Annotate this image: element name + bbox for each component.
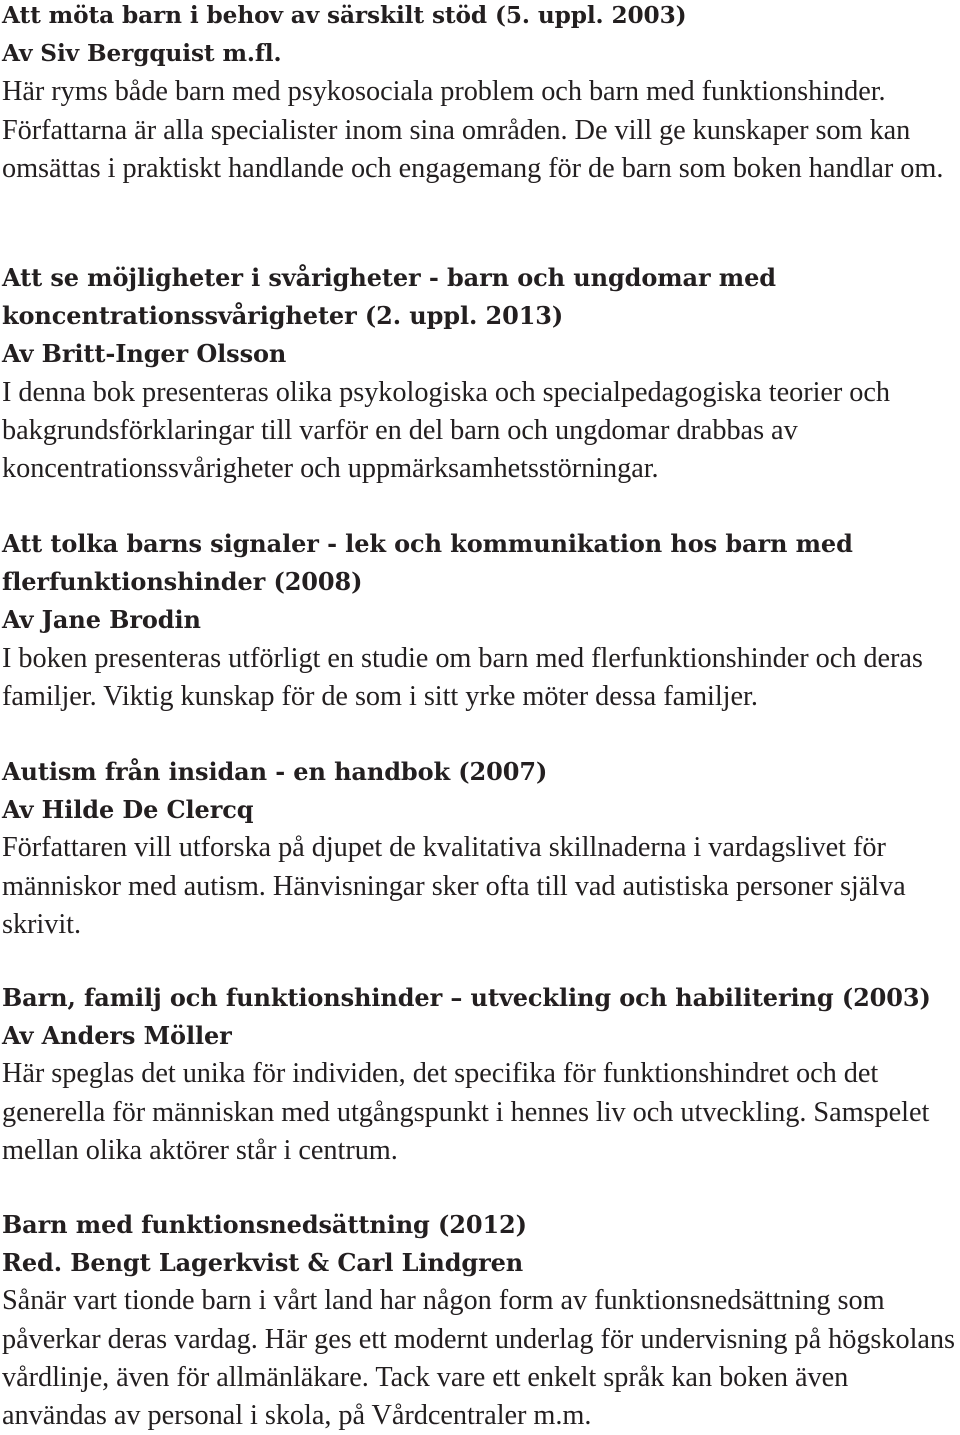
book-author: Av Hilde De Clercq <box>2 795 254 825</box>
book-entry <box>2 753 960 944</box>
book-title: Barn med funktionsnedsättning (2012) <box>2 1210 527 1239</box>
book-entry <box>2 525 960 716</box>
book-entry <box>2 979 960 1170</box>
book-author: Av Jane Brodin <box>2 605 201 635</box>
book-description: I denna bok presenteras olika psykologiska och specialpedagogiska teorier och bakgrundsförklaringar till varför en del barn och ungdomar drabbas av koncentrationssvårigheter och uppmärksamhetsstörningar. <box>2 376 891 485</box>
book-description: Här speglas det unika för individen, det specifika för funktionshindret och det generella för människan med utgångspunkt i hennes liv och utveckling. Samspelet mellan olika aktörer står i centrum. <box>2 1058 930 1166</box>
book-author: Av Britt-Inger Olsson <box>2 339 287 369</box>
book-author: Av Siv Bergquist m.fl. <box>2 40 282 68</box>
book-description: Sånär vart tionde barn i vårt land har någon form av funktionsnedsättning som påverkar deras vardag. Här ges ett modernt underlag för undervisning på högskolans vårdlinje, även för allmänläkare. Tack vare ett enkelt språk kan boken även användas av personal i skola, på Vårdcentraler m.m. <box>2 1285 955 1432</box>
book-entry <box>2 259 960 488</box>
book-description: Här ryms både barn med psykosociala problem och barn med funktionshinder. Författarna är alla specialister inom sina områden. De vill ge kunskaper som kan omsättas i praktiskt handlande och engagemang för de barn som boken handlar om. <box>2 76 944 184</box>
book-title: Att se möjligheter i svårigheter - barn och ungdomar med koncentrationssvårigheter (2. uppl. 2013) <box>2 263 776 331</box>
book-author: Red. Bengt Lagerkvist & Carl Lindgren <box>2 1248 524 1278</box>
book-entry <box>2 0 960 188</box>
book-author: Av Anders Möller <box>2 1021 232 1051</box>
book-title: Barn, familj och funktionshinder – utveckling och habilitering (2003) <box>2 983 931 1012</box>
book-title: Att tolka barns signaler - lek och kommunikation hos barn med flerfunktionshinder (2008) <box>2 529 853 597</box>
book-title: Att möta barn i behov av särskilt stöd (5. uppl. 2003) <box>2 2 687 29</box>
book-description: I boken presenteras utförligt en studie om barn med flerfunktionshinder och deras familjer. Viktig kunskap för de som i sitt yrke möter dessa familjer. <box>2 642 923 712</box>
book-entry <box>2 1206 960 1435</box>
book-description: Författaren vill utforska på djupet de kvalitativa skillnaderna i vardagslivet för människor med autism. Hänvisningar sker ofta till vad autistiska personer själva skrivit. <box>2 832 906 940</box>
book-title: Autism från insidan - en handbok (2007) <box>2 757 548 786</box>
